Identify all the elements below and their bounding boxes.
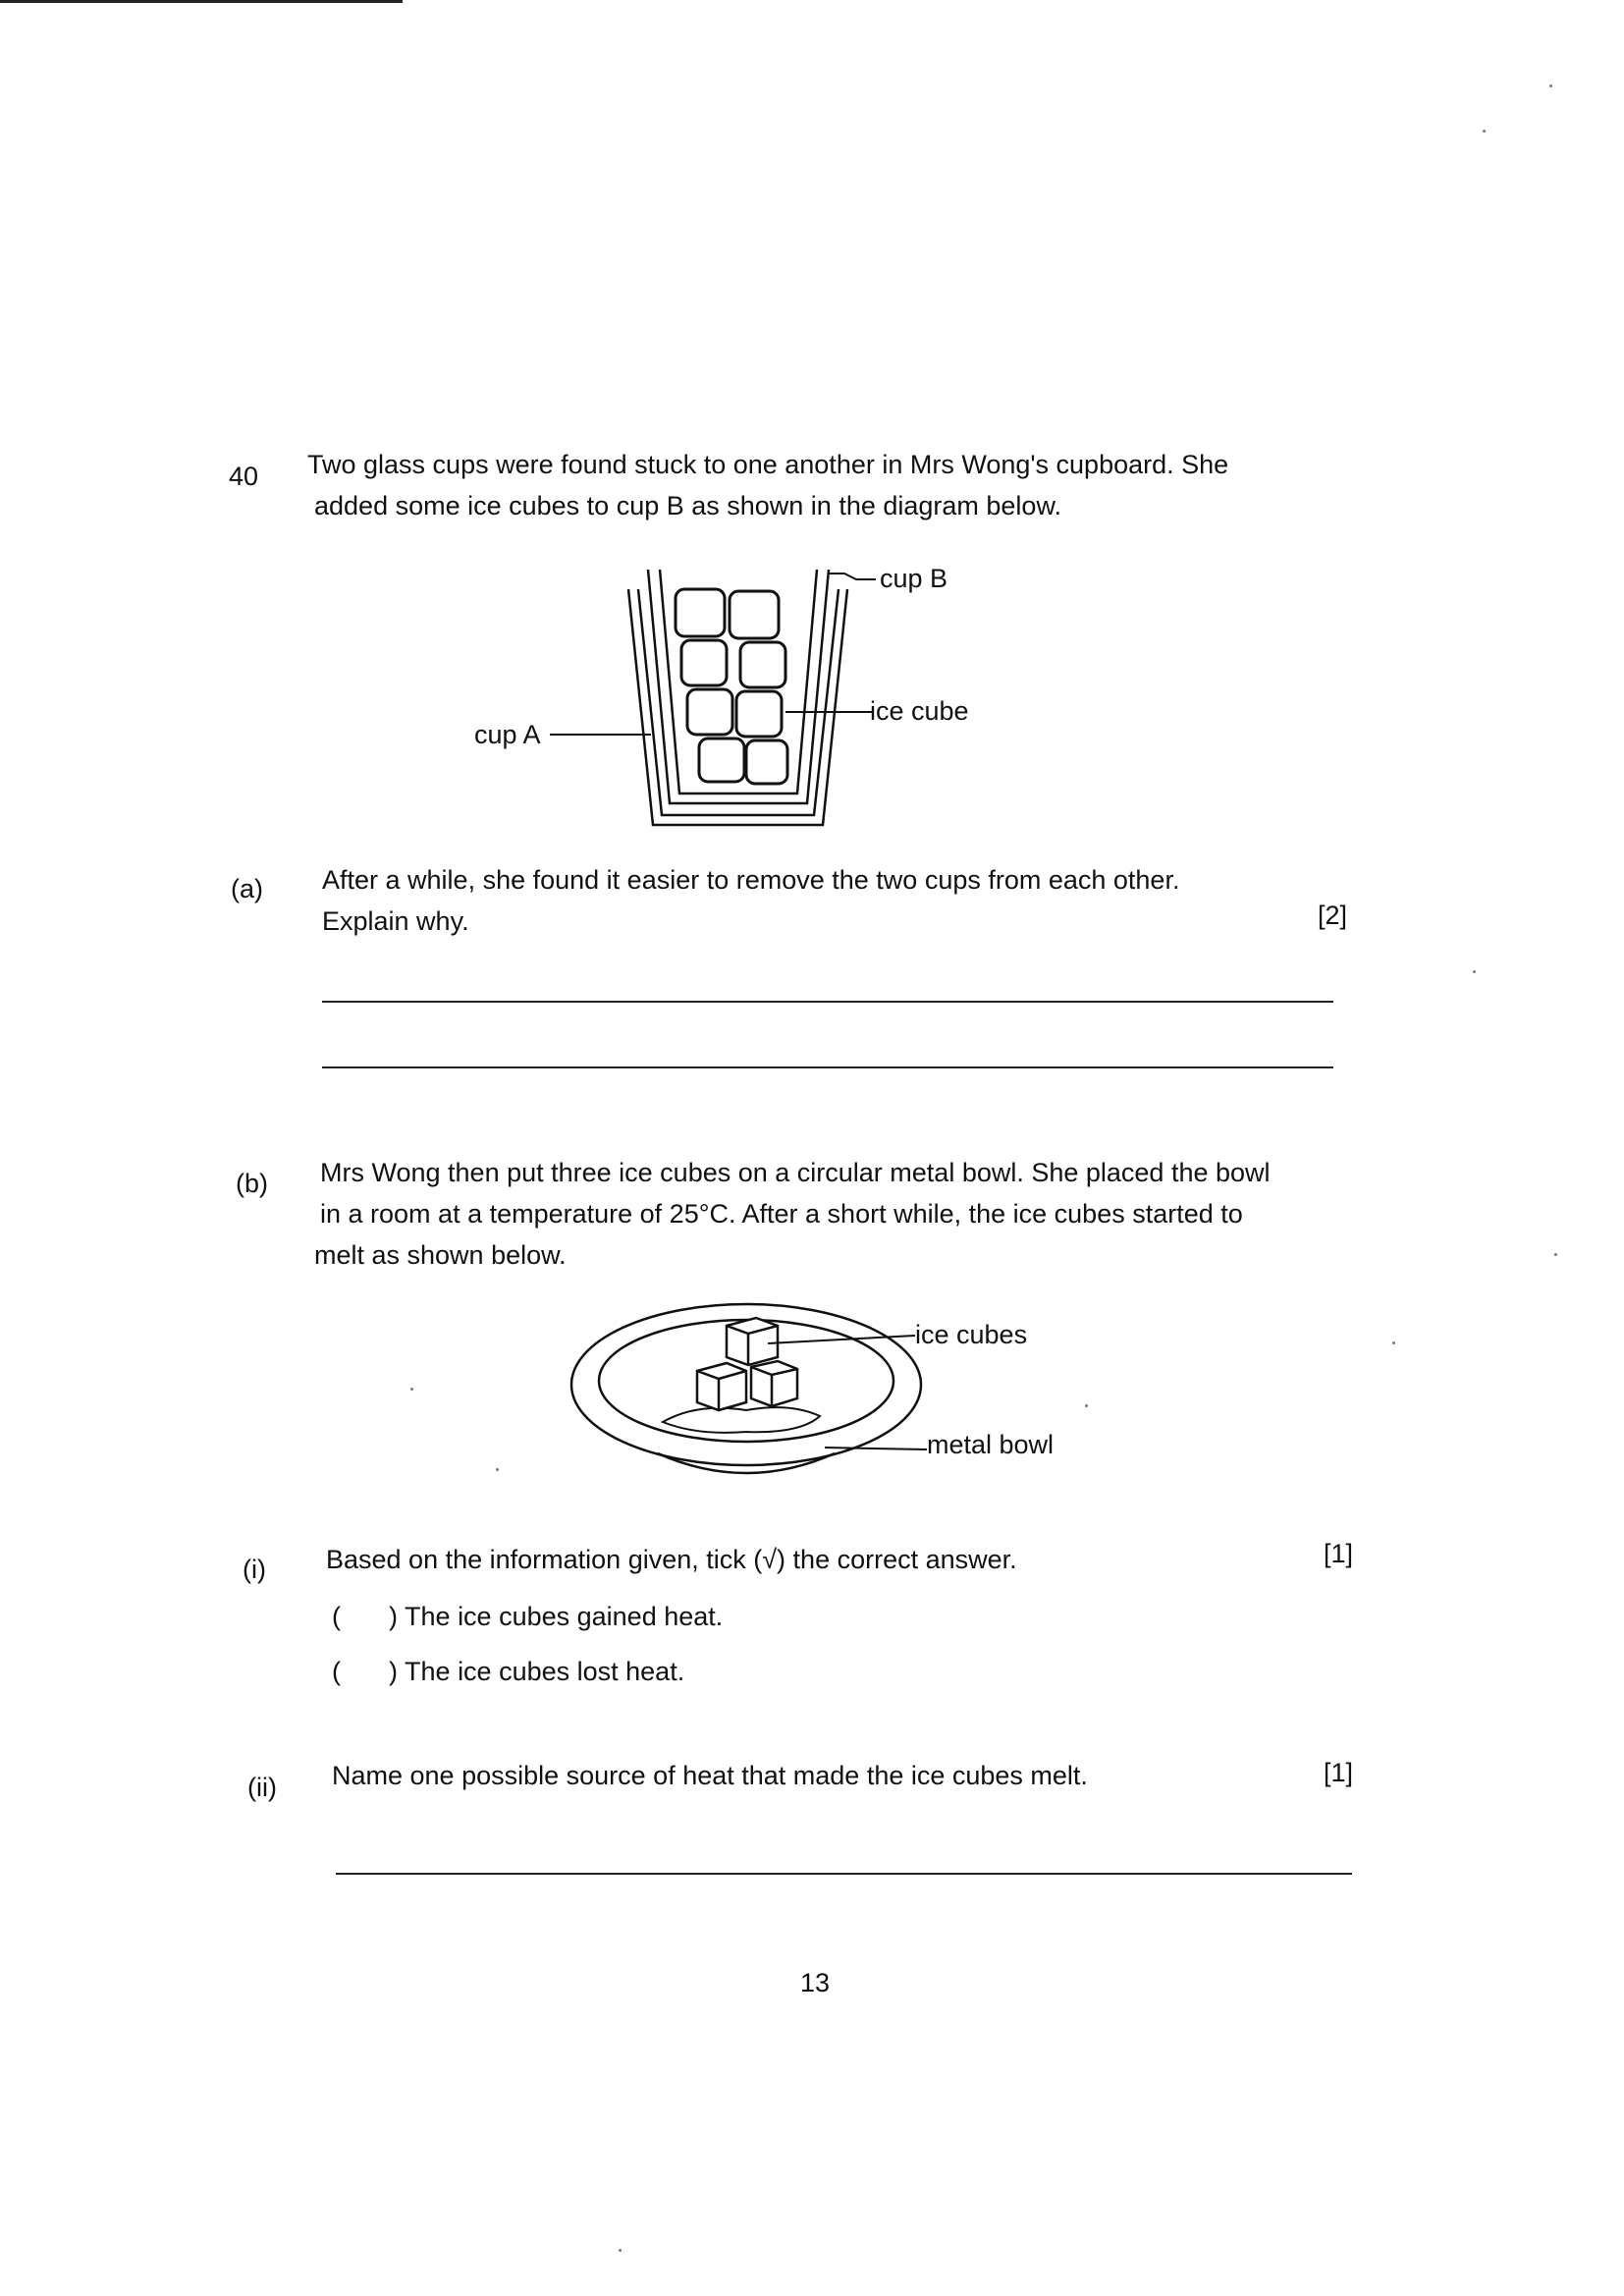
bowl-diagram bbox=[550, 1286, 1139, 1503]
part-i-marks: [1] bbox=[1323, 1539, 1353, 1568]
part-i-label: (i) bbox=[243, 1555, 266, 1584]
answer-line-a-2[interactable] bbox=[322, 1066, 1333, 1068]
option-1-text: ) The ice cubes gained heat. bbox=[389, 1602, 724, 1631]
question-number: 40 bbox=[229, 462, 259, 491]
part-i-text: Based on the information given, tick (√) the correct answer. bbox=[326, 1545, 1017, 1574]
label-cup-b: cup B bbox=[880, 564, 948, 593]
answer-line-a-1[interactable] bbox=[322, 1001, 1333, 1003]
part-b-line-2: in a room at a temperature of 25°C. After a short while, the ice cubes started to bbox=[320, 1199, 1243, 1229]
page-number: 13 bbox=[799, 1968, 831, 1997]
cups-diagram bbox=[452, 550, 1001, 845]
part-ii-marks: [1] bbox=[1323, 1758, 1353, 1787]
scan-speck bbox=[410, 1388, 413, 1391]
scan-speck bbox=[1473, 970, 1476, 973]
part-b-line-3: melt as shown below. bbox=[314, 1240, 567, 1270]
label-ice-cubes: ice cubes bbox=[915, 1320, 1028, 1349]
scan-speck bbox=[1483, 130, 1486, 133]
part-ii-text: Name one possible source of heat that made the ice cubes melt. bbox=[332, 1761, 1088, 1790]
part-a-marks: [2] bbox=[1317, 901, 1347, 930]
ice-cubes-in-bowl bbox=[697, 1318, 797, 1410]
scan-speck bbox=[496, 1468, 499, 1471]
top-edge-rule bbox=[0, 0, 403, 3]
option-2[interactable] bbox=[332, 1654, 684, 1689]
label-cup-a: cup A bbox=[474, 720, 541, 749]
scan-speck bbox=[1549, 84, 1552, 87]
ice-cubes-in-cup bbox=[676, 589, 787, 784]
part-b-label: (b) bbox=[236, 1169, 268, 1198]
scan-speck bbox=[1392, 1341, 1395, 1344]
label-metal-bowl: metal bowl bbox=[927, 1430, 1055, 1459]
scan-speck bbox=[1085, 1404, 1088, 1407]
scan-speck bbox=[619, 2249, 622, 2252]
scan-speck bbox=[1554, 1253, 1557, 1256]
part-a-label: (a) bbox=[231, 874, 263, 903]
part-a-line-1: After a while, she found it easier to remove the two cups from each other. bbox=[322, 865, 1180, 895]
part-b-line-1: Mrs Wong then put three ice cubes on a circular metal bowl. She placed the bowl bbox=[320, 1158, 1271, 1187]
question-intro-line-1: Two glass cups were found stuck to one another in Mrs Wong's cupboard. She bbox=[307, 450, 1229, 479]
answer-line-ii[interactable] bbox=[336, 1873, 1352, 1875]
question-intro-line-2: added some ice cubes to cup B as shown in the diagram below. bbox=[314, 491, 1061, 520]
option-1-bracket: ( bbox=[332, 1602, 341, 1631]
option-1[interactable] bbox=[332, 1599, 723, 1634]
option-2-text: ) The ice cubes lost heat. bbox=[389, 1657, 685, 1686]
label-ice-cube: ice cube bbox=[870, 696, 969, 726]
part-a-line-2: Explain why. bbox=[322, 906, 469, 936]
part-ii-label: (ii) bbox=[247, 1773, 277, 1802]
option-2-bracket: ( bbox=[332, 1657, 341, 1686]
